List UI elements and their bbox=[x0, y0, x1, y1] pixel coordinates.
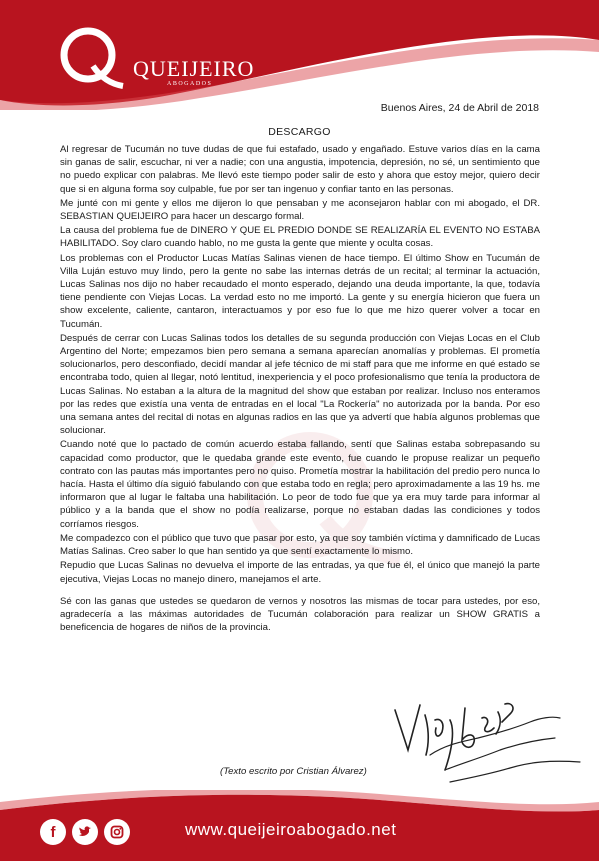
paragraph: La causa del problema fue de DINERO Y QUE EL PREDIO DONDE SE REALIZARÍA EL EVENTO NO ESTABA HABILITADO. Soy claro cuando hablo, no me gusta la gente que miente y oculta cosas. bbox=[60, 225, 540, 250]
paragraph: Me compadezco con el público que tuvo que pasar por esto, ya que soy también víctima y damnificado de Lucas Matías Salinas. Creo saber lo que han sentido ya que sentí exactamente lo mismo. bbox=[60, 532, 540, 558]
website-link[interactable]: www.queijeiroabogado.net bbox=[185, 820, 397, 839]
paragraph: Después de cerrar con Lucas Salinas todos los detalles de su segunda producción con Viejas Locas en el Club Argentino del Norte; empezamos bien pero semana a semana aparecían anomalías y problemas. El prometía solucionarlos, pero desconfiado, decidí mandar al jefe técnico de mi staff para que me informe en qué estado se encontraba todo, quien al llegar, notó lentitud, inexperiencia y el poco profesionalismo que tenía la productora de Lucas Salinas. No estaban a la altura de la magnitud del show que estaban por realizar. Incluso nos enteramos por las redes que existía una venta de entradas en el local "La Rockería" no autorizada por la banda. Por eso una semana antes del recital di notas en algunas radios en las que ya advertí que había algunos problemas que solucionar. bbox=[60, 332, 540, 437]
twitter-icon[interactable] bbox=[72, 819, 98, 845]
brand-subtitle: ABOGADOS bbox=[167, 81, 213, 87]
letter-date: Buenos Aires, 24 de Abril de 2018 bbox=[380, 102, 539, 114]
brand-logo bbox=[55, 22, 255, 102]
handwritten-signature bbox=[390, 690, 590, 790]
letter-body bbox=[60, 143, 540, 635]
paragraph: Sé con las ganas que ustedes se quedaron de vernos y nosotros las mismas de tocar para ustedes, por eso, agradecería a las máximas autoridades de Tucumán colaboración para realizar un SHOW GRATIS a beneficencia de hogares de niños de la provincia. bbox=[60, 595, 540, 634]
instagram-icon[interactable] bbox=[104, 819, 130, 845]
paragraph: Repudio que Lucas Salinas no devuelva el importe de las entradas, ya que fue él, el único que manejó la parte ejecutiva, Viejas Locas no manejo dinero, manejamos el arte. bbox=[60, 560, 540, 585]
letter-title: DESCARGO bbox=[268, 126, 331, 138]
brand-name: QUEIJEIRO bbox=[133, 56, 255, 81]
paragraph: Al regresar de Tucumán no tuve dudas de que fui estafado, usado y engañado. Estuve varios días en la cama sin ganas de salir, escuchar, ni ver a nadie; con una angustia, impotencia, depresión, no sé, un sentimiento que no puedo explicar con palabras. Me llevó este tiempo poder salir de esto y ahora que estoy mejor, quiero decir que si en alguna forma soy culpable, fue por ser tan ingenuo y confiar tanto en las personas. bbox=[60, 144, 540, 195]
logo-q-icon bbox=[55, 22, 125, 92]
paragraph: Cuando noté que lo pactado de común acuerdo estaba fallando, sentí que Salinas estaba sobrepasando su capacidad como productor, que le quedaba grande este evento, fue cuando le propuse realizar un pequeño contrato con las pautas más importantes pero no quiso. Prometía mostrar la habilitación del predio pero nunca lo hacía. Hasta el último día siguió fabulando con que estaba todo en regla; pero aproximadamente a las 19 hs. me informaron que al lugar le faltaba una habilitación. Lo peor de todo fue que ya era muy tarde para informar al público y a la banda que el show no podía realizarse, porque no estaban dadas las condiciones y todos corríamos riesgos. bbox=[60, 439, 540, 530]
facebook-icon[interactable]: f bbox=[40, 819, 66, 845]
letter-credit: (Texto escrito por Cristian Álvarez) bbox=[220, 766, 367, 777]
paragraph: Los problemas con el Productor Lucas Matías Salinas vienen de hace tiempo. El último Show en Tucumán de Villa Luján estuvo muy lindo, pero la gente no sabe las internas detrás de un recital; al terminar la actuación, Lucas Salinas nos dijo no haber recaudado el monto esperado, dejando una deuda importante, la que, todavía tiene pendiente con Viejas Locas. La verdad esto no me importó. La gente y su energía hicieron que fuera un show excelente, caliente, cantaron, interactuamos y por eso fue lo que me hizo querer volver a tocar en Tucumán. bbox=[60, 252, 540, 330]
paragraph: Me junté con mi gente y ellos me dijeron lo que pensaban y me aconsejaron hablar con mi abogado, el DR. SEBASTIAN QUEIJEIRO para hacer un descargo formal. bbox=[60, 197, 540, 223]
